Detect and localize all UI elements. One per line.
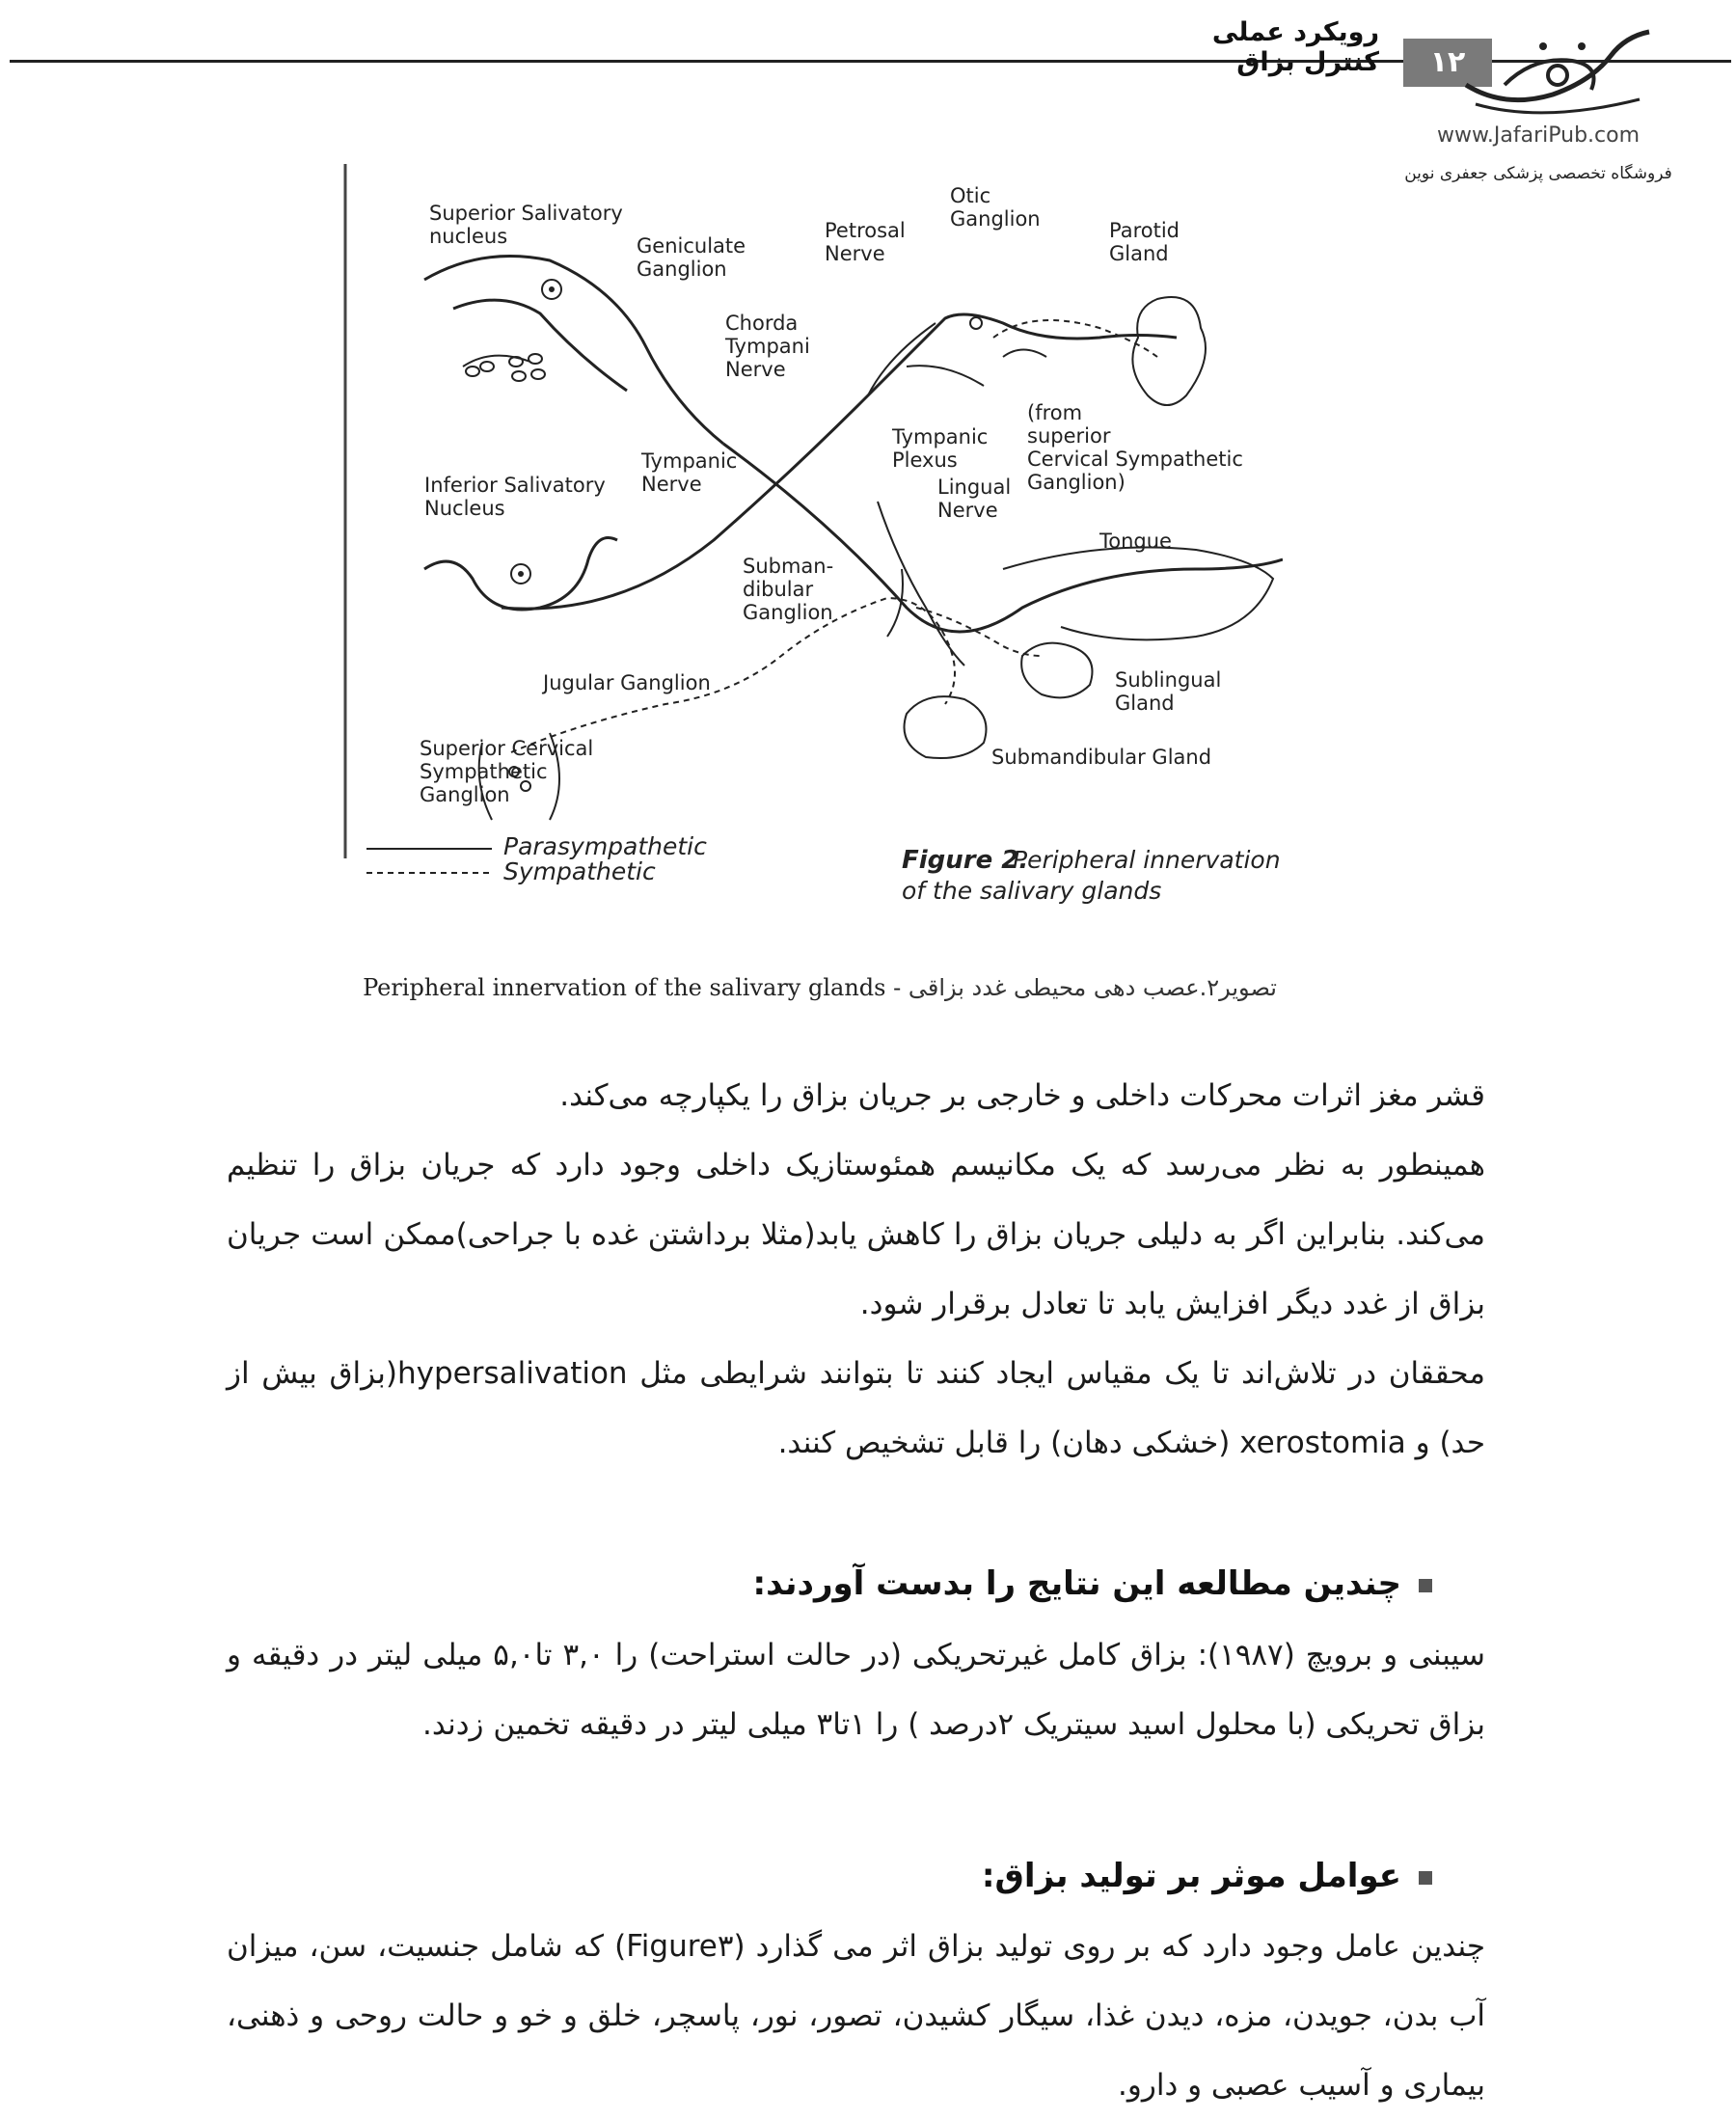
shop-name: فروشگاه تخصصی پزشکی جعفری نوین: [1404, 164, 1672, 183]
caption-persian-text: عصب دهی محیطی غدد بزاقی: [908, 974, 1200, 1001]
label-superior-cervical-1: Superior Cervical: [420, 737, 594, 760]
label-chorda-1: Chorda: [725, 312, 799, 335]
label-lingual-1: Lingual: [937, 476, 1012, 499]
label-chorda-2: Tympani: [725, 335, 810, 358]
label-tympanic-plexus-2: Plexus: [892, 448, 958, 472]
label-sublingual-2: Gland: [1115, 692, 1175, 715]
paragraph-text: چندین عامل وجود دارد که بر روی تولید بزاق اثر می گذارد (Figure۳) که شامل جنسیت، سن، میزان آب بدن، جویدن، مزه، دیدن غذا، سیگار کشیدن، تصور، نور، پاسچر، خلق و خو و حالت روحی و ذهنی، بیماری و آسیب عصبی و دارو.: [227, 1929, 1485, 2103]
publisher-logo: [1447, 17, 1668, 133]
paragraph-cortex: [227, 1061, 1485, 1130]
paragraph-text: سیبنی و برویچ (۱۹۸۷): بزاق کامل غیرتحریکی (در حالت استراحت) را ۳,۰ تا۵,۰ میلی لیتر در دقیقه و بزاق تحریکی (با محلول اسید سیتریک ۲درصد ) را ۱تا۳ میلی لیتر در دقیقه تخمین زدند.: [227, 1638, 1485, 1742]
label-inferior-salivatory-1: Inferior Salivatory: [424, 474, 606, 497]
label-geniculate-1: Geniculate: [637, 234, 746, 258]
label-parotid-2: Gland: [1109, 242, 1169, 265]
label-inferior-salivatory-2: Nucleus: [424, 497, 505, 520]
paragraph-scale: [227, 1339, 1485, 1478]
label-lingual-2: Nerve: [937, 499, 998, 522]
figure-caption-bold: Figure 2.: [902, 846, 1029, 875]
salivary-innervation-diagram: [328, 154, 1283, 936]
figure-caption-line1: Peripheral innervation: [1013, 846, 1281, 874]
paragraph-factors: [227, 1912, 1485, 2120]
section-heading-studies: [227, 1564, 1432, 1603]
label-chorda-3: Nerve: [725, 358, 786, 381]
square-bullet-icon: [1419, 1871, 1432, 1885]
running-title: رویکرد عملی کنترل بزاق: [1211, 17, 1379, 77]
label-geniculate-2: Ganglion: [637, 258, 727, 281]
page-number: ۱۲: [1403, 39, 1492, 87]
figure-caption-line2: of the salivary glands: [902, 877, 1162, 905]
heading-text: چندین مطالعه این نتایج را بدست آوردند:: [752, 1564, 1401, 1603]
legend-parasympathetic: Parasympathetic: [503, 832, 707, 860]
label-tongue: Tongue: [1099, 530, 1172, 553]
label-superior-salivatory-2: nucleus: [429, 225, 508, 248]
label-jugular: Jugular Ganglion: [543, 671, 711, 694]
paragraph-homeostasis: [227, 1130, 1485, 1339]
label-from-superior-3: Cervical Sympathetic: [1027, 448, 1243, 471]
label-from-superior-2: superior: [1027, 424, 1111, 448]
heading-text: عوامل موثر بر تولید بزاق:: [981, 1857, 1401, 1895]
label-tympanic-nerve-1: Tympanic: [641, 449, 738, 473]
label-tympanic-plexus-1: Tympanic: [892, 425, 989, 448]
label-otic-1: Otic: [950, 184, 991, 207]
label-submandibular-ganglion-1: Subman-: [743, 555, 834, 578]
label-submandibular-ganglion-3: Ganglion: [743, 601, 833, 624]
label-superior-salivatory-1: Superior Salivatory: [429, 202, 623, 225]
label-submandibular-ganglion-2: dibular: [743, 578, 814, 601]
paragraph-text: قشر مغز اثرات محرکات داخلی و خارجی بر جریان بزاق را یکپارچه می‌کند.: [559, 1078, 1485, 1113]
caption-persian-prefix: تصویر۲.: [1199, 974, 1277, 1001]
site-url: www.JafariPub.com: [1436, 123, 1641, 148]
legend-sympathetic: Sympathetic: [503, 857, 656, 885]
caption-english: Peripheral innervation of the salivary glands -: [363, 974, 902, 1001]
label-sublingual-1: Sublingual: [1115, 668, 1222, 692]
square-bullet-icon: [1419, 1579, 1432, 1592]
label-petrosal-2: Nerve: [825, 242, 885, 265]
paragraph-study: [227, 1620, 1485, 1759]
label-superior-cervical-2: Sympathetic: [420, 760, 548, 783]
paragraph-text: همینطور به نظر می‌رسد که یک مکانیسم همئوستازیک داخلی وجود دارد که جریان بزاق را تنظیم می‌کند. بنابراین اگر به دلیلی جریان بزاق را کاهش یابد(مثلا برداشتن غده با جراحی)ممکن است جریان بزاق از غدد دیگر افزایش یابد تا تعادل برقرار شود.: [227, 1148, 1485, 1321]
section-heading-factors: [227, 1857, 1432, 1895]
label-submandibular-gland: Submandibular Gland: [991, 746, 1212, 769]
label-from-superior-4: Ganglion): [1027, 471, 1126, 494]
label-otic-2: Ganglion: [950, 207, 1041, 231]
figure-caption: [289, 974, 1350, 1001]
label-superior-cervical-3: Ganglion: [420, 783, 510, 806]
paragraph-text: محققان در تلاش‌اند تا یک مقیاس ایجاد کنند تا بتوانند شرایطی مثل hypersalivation(بزاق بیش از حد) و xerostomia (خشکی دهان) را قابل تشخیص کنند.: [227, 1356, 1485, 1460]
label-parotid-1: Parotid: [1109, 219, 1180, 242]
label-petrosal-1: Petrosal: [825, 219, 906, 242]
caption-persian: [909, 974, 1277, 1001]
label-from-superior-1: (from: [1027, 401, 1083, 424]
label-tympanic-nerve-2: Nerve: [641, 473, 702, 496]
